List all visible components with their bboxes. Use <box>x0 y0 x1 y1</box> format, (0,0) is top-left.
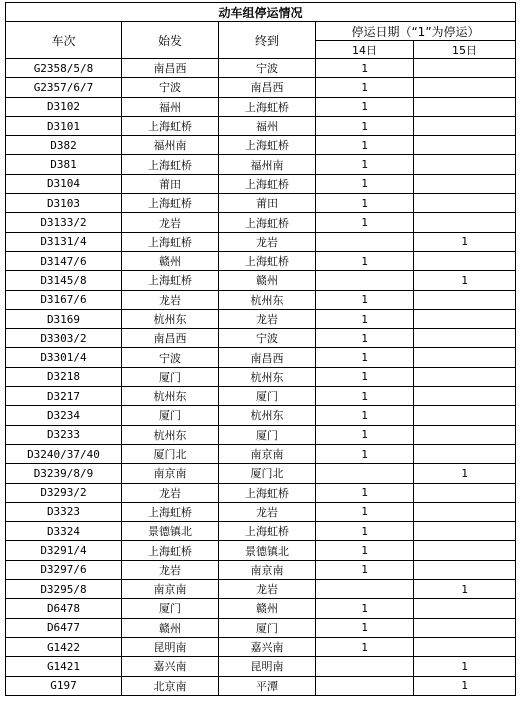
cell-train: D3104 <box>6 174 122 193</box>
cell-day15 <box>414 367 516 386</box>
cell-day14: 1 <box>316 116 414 135</box>
cell-day15 <box>414 309 516 328</box>
cell-origin: 宁波 <box>122 348 219 367</box>
cell-day15 <box>414 425 516 444</box>
cell-destination: 宁波 <box>219 59 316 78</box>
cell-train: D3234 <box>6 406 122 425</box>
table-row <box>6 580 516 599</box>
table-row <box>6 174 516 193</box>
cell-day14: 1 <box>316 599 414 618</box>
cell-day15 <box>414 502 516 521</box>
cell-origin: 厦门 <box>122 406 219 425</box>
cell-train: D3324 <box>6 522 122 541</box>
cell-origin: 赣州 <box>122 618 219 637</box>
cell-day15: 1 <box>414 271 516 290</box>
cell-day14: 1 <box>316 348 414 367</box>
cell-day14: 1 <box>316 444 414 463</box>
cell-day14: 1 <box>316 78 414 97</box>
table-row <box>6 136 516 155</box>
cell-day14: 1 <box>316 483 414 502</box>
cell-destination: 昆明南 <box>219 657 316 676</box>
table-row <box>6 387 516 406</box>
table-row <box>6 444 516 463</box>
cell-day14: 1 <box>316 406 414 425</box>
table-row <box>6 232 516 251</box>
cell-origin: 上海虹桥 <box>122 116 219 135</box>
table-row <box>6 618 516 637</box>
table-row <box>6 560 516 579</box>
cell-day14: 1 <box>316 637 414 656</box>
table-row <box>6 78 516 97</box>
cell-day14 <box>316 580 414 599</box>
cell-origin: 上海虹桥 <box>122 155 219 174</box>
cell-destination: 南京南 <box>219 560 316 579</box>
header-day14: 14日 <box>316 41 414 59</box>
cell-train: D3218 <box>6 367 122 386</box>
cell-day15 <box>414 618 516 637</box>
cell-day15 <box>414 387 516 406</box>
cell-day15 <box>414 483 516 502</box>
table-row <box>6 425 516 444</box>
cell-train: D3239/8/9 <box>6 464 122 483</box>
table-row <box>6 59 516 78</box>
cell-destination: 厦门 <box>219 387 316 406</box>
cell-day15 <box>414 136 516 155</box>
cell-day15: 1 <box>414 232 516 251</box>
cell-origin: 龙岩 <box>122 290 219 309</box>
cell-destination: 宁波 <box>219 329 316 348</box>
cell-destination: 上海虹桥 <box>219 136 316 155</box>
cell-destination: 杭州东 <box>219 406 316 425</box>
cell-destination: 龙岩 <box>219 309 316 328</box>
cell-origin: 厦门北 <box>122 444 219 463</box>
cell-train: D3103 <box>6 194 122 213</box>
cell-destination: 平潭 <box>219 676 316 695</box>
cell-train: G1422 <box>6 637 122 656</box>
cell-destination: 厦门北 <box>219 464 316 483</box>
cell-day14: 1 <box>316 367 414 386</box>
cell-origin: 上海虹桥 <box>122 541 219 560</box>
cell-origin: 上海虹桥 <box>122 271 219 290</box>
table-row <box>6 329 516 348</box>
cell-origin: 景德镇北 <box>122 522 219 541</box>
cell-origin: 福州 <box>122 97 219 116</box>
cell-destination: 景德镇北 <box>219 541 316 560</box>
table-row <box>6 309 516 328</box>
cell-day14: 1 <box>316 290 414 309</box>
cell-day14: 1 <box>316 213 414 232</box>
cell-origin: 南昌西 <box>122 329 219 348</box>
cell-origin: 龙岩 <box>122 483 219 502</box>
cell-train: D3297/6 <box>6 560 122 579</box>
table-row <box>6 251 516 270</box>
cell-destination: 杭州东 <box>219 290 316 309</box>
cell-train: D381 <box>6 155 122 174</box>
cell-destination: 南京南 <box>219 444 316 463</box>
table-row <box>6 464 516 483</box>
cell-train: D3295/8 <box>6 580 122 599</box>
table-row <box>6 213 516 232</box>
cell-destination: 上海虹桥 <box>219 97 316 116</box>
cell-origin: 赣州 <box>122 251 219 270</box>
cell-day14: 1 <box>316 329 414 348</box>
cell-day15 <box>414 599 516 618</box>
table-row <box>6 97 516 116</box>
cell-destination: 龙岩 <box>219 502 316 521</box>
table-row <box>6 541 516 560</box>
table-row <box>6 348 516 367</box>
cell-day14 <box>316 657 414 676</box>
cell-day14: 1 <box>316 136 414 155</box>
cell-day15 <box>414 290 516 309</box>
cell-day14 <box>316 232 414 251</box>
cell-day15 <box>414 406 516 425</box>
suspension-table <box>5 2 516 696</box>
cell-train: D3240/37/40 <box>6 444 122 463</box>
cell-train: D3167/6 <box>6 290 122 309</box>
cell-origin: 南京南 <box>122 580 219 599</box>
cell-destination: 南昌西 <box>219 348 316 367</box>
cell-origin: 嘉兴南 <box>122 657 219 676</box>
cell-day15 <box>414 194 516 213</box>
cell-train: G2358/5/8 <box>6 59 122 78</box>
cell-origin: 宁波 <box>122 78 219 97</box>
header-destination: 终到 <box>219 22 316 59</box>
cell-day14: 1 <box>316 502 414 521</box>
cell-origin: 杭州东 <box>122 387 219 406</box>
cell-destination: 南昌西 <box>219 78 316 97</box>
table-row <box>6 116 516 135</box>
cell-day15 <box>414 78 516 97</box>
cell-destination: 福州南 <box>219 155 316 174</box>
cell-origin: 厦门 <box>122 367 219 386</box>
cell-destination: 上海虹桥 <box>219 213 316 232</box>
cell-day14 <box>316 464 414 483</box>
cell-day14: 1 <box>316 194 414 213</box>
cell-day14: 1 <box>316 522 414 541</box>
cell-train: G197 <box>6 676 122 695</box>
header-day15: 15日 <box>414 41 516 59</box>
table-row <box>6 522 516 541</box>
cell-origin: 龙岩 <box>122 213 219 232</box>
cell-train: G2357/6/7 <box>6 78 122 97</box>
table-title: 动车组停运情况 <box>6 3 516 22</box>
cell-train: D3293/2 <box>6 483 122 502</box>
cell-day15 <box>414 116 516 135</box>
cell-origin: 上海虹桥 <box>122 502 219 521</box>
cell-day15 <box>414 155 516 174</box>
cell-destination: 上海虹桥 <box>219 174 316 193</box>
table-row <box>6 483 516 502</box>
cell-train: D3291/4 <box>6 541 122 560</box>
cell-origin: 昆明南 <box>122 637 219 656</box>
cell-destination: 龙岩 <box>219 580 316 599</box>
cell-train: D382 <box>6 136 122 155</box>
cell-day15: 1 <box>414 580 516 599</box>
cell-day15 <box>414 174 516 193</box>
cell-destination: 上海虹桥 <box>219 251 316 270</box>
cell-day14: 1 <box>316 174 414 193</box>
cell-day15: 1 <box>414 657 516 676</box>
cell-day15 <box>414 560 516 579</box>
suspension-sheet <box>5 2 515 696</box>
cell-day14: 1 <box>316 541 414 560</box>
table-row <box>6 290 516 309</box>
cell-day15 <box>414 637 516 656</box>
cell-destination: 嘉兴南 <box>219 637 316 656</box>
cell-train: D3147/6 <box>6 251 122 270</box>
cell-train: D3131/4 <box>6 232 122 251</box>
cell-origin: 上海虹桥 <box>122 194 219 213</box>
cell-origin: 北京南 <box>122 676 219 695</box>
cell-destination: 厦门 <box>219 618 316 637</box>
cell-day14: 1 <box>316 618 414 637</box>
cell-day14: 1 <box>316 560 414 579</box>
cell-origin: 上海虹桥 <box>122 232 219 251</box>
cell-train: D3133/2 <box>6 213 122 232</box>
cell-train: D3301/4 <box>6 348 122 367</box>
cell-day14: 1 <box>316 309 414 328</box>
cell-train: D3303/2 <box>6 329 122 348</box>
cell-day15 <box>414 59 516 78</box>
cell-train: D3217 <box>6 387 122 406</box>
cell-day15 <box>414 329 516 348</box>
cell-origin: 杭州东 <box>122 309 219 328</box>
cell-day15 <box>414 213 516 232</box>
cell-destination: 莆田 <box>219 194 316 213</box>
cell-day15 <box>414 348 516 367</box>
cell-day15 <box>414 251 516 270</box>
table-row <box>6 271 516 290</box>
cell-train: D3169 <box>6 309 122 328</box>
cell-destination: 杭州东 <box>219 367 316 386</box>
header-train: 车次 <box>6 22 122 59</box>
cell-destination: 福州 <box>219 116 316 135</box>
cell-origin: 厦门 <box>122 599 219 618</box>
cell-day14 <box>316 676 414 695</box>
cell-day14: 1 <box>316 155 414 174</box>
table-row <box>6 502 516 521</box>
cell-train: D3101 <box>6 116 122 135</box>
cell-day15 <box>414 97 516 116</box>
table-row <box>6 637 516 656</box>
cell-train: D3323 <box>6 502 122 521</box>
cell-origin: 福州南 <box>122 136 219 155</box>
cell-origin: 南京南 <box>122 464 219 483</box>
cell-destination: 赣州 <box>219 271 316 290</box>
table-row <box>6 367 516 386</box>
cell-train: D3233 <box>6 425 122 444</box>
cell-origin: 杭州东 <box>122 425 219 444</box>
cell-origin: 莆田 <box>122 174 219 193</box>
table-row <box>6 657 516 676</box>
table-row <box>6 676 516 695</box>
cell-day14: 1 <box>316 425 414 444</box>
cell-destination: 厦门 <box>219 425 316 444</box>
table-row <box>6 155 516 174</box>
cell-destination: 上海虹桥 <box>219 483 316 502</box>
cell-day15: 1 <box>414 464 516 483</box>
cell-day14: 1 <box>316 387 414 406</box>
header-suspension-dates: 停运日期（“1”为停运） <box>316 22 516 41</box>
cell-origin: 南昌西 <box>122 59 219 78</box>
cell-day14: 1 <box>316 97 414 116</box>
cell-day15 <box>414 541 516 560</box>
cell-train: D6477 <box>6 618 122 637</box>
cell-day15 <box>414 444 516 463</box>
header-origin: 始发 <box>122 22 219 59</box>
cell-day15: 1 <box>414 676 516 695</box>
cell-destination: 上海虹桥 <box>219 522 316 541</box>
cell-destination: 赣州 <box>219 599 316 618</box>
cell-train: D3102 <box>6 97 122 116</box>
cell-train: D3145/8 <box>6 271 122 290</box>
cell-day15 <box>414 522 516 541</box>
table-row <box>6 194 516 213</box>
cell-train: G1421 <box>6 657 122 676</box>
cell-origin: 龙岩 <box>122 560 219 579</box>
cell-day14: 1 <box>316 59 414 78</box>
cell-destination: 龙岩 <box>219 232 316 251</box>
cell-train: D6478 <box>6 599 122 618</box>
table-row <box>6 599 516 618</box>
cell-day14 <box>316 271 414 290</box>
cell-day14: 1 <box>316 251 414 270</box>
table-row <box>6 406 516 425</box>
